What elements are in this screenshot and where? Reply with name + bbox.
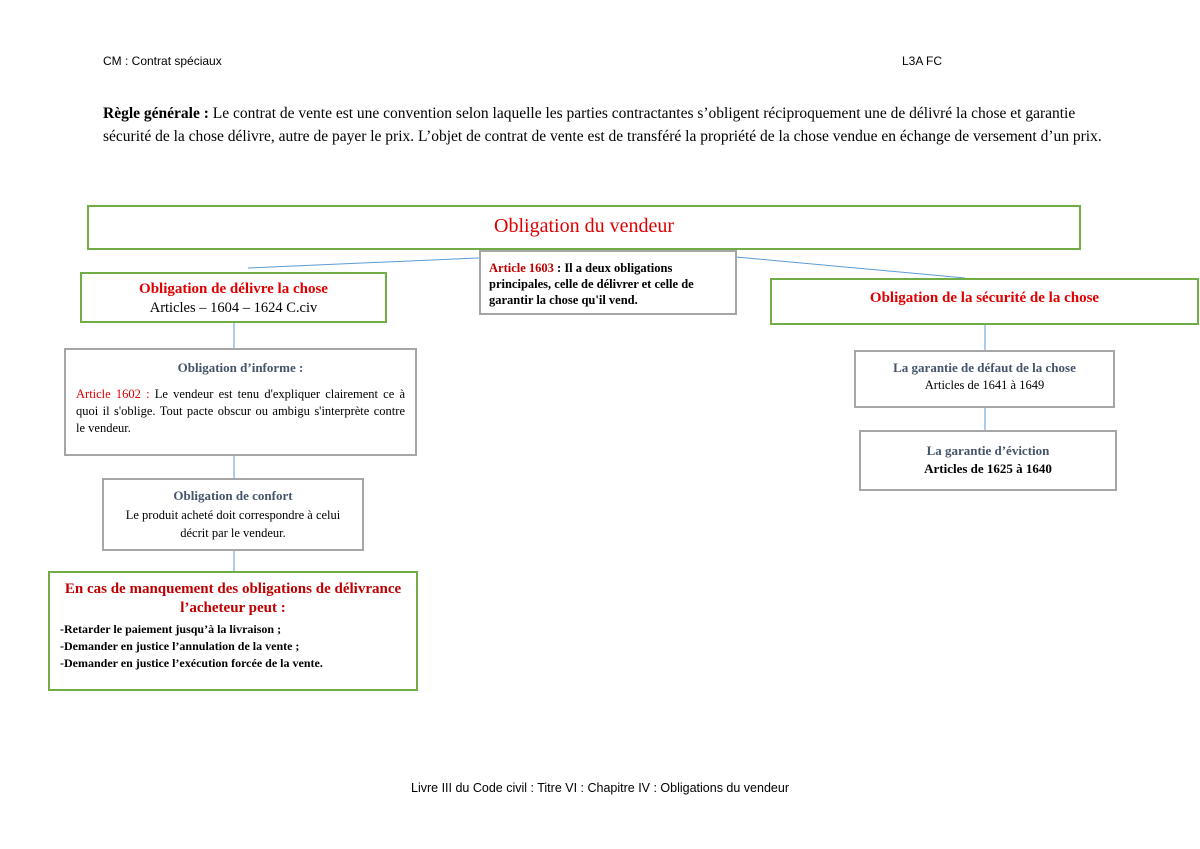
breach-item: -Demander en justice l’annulation de la vente ; [60,639,300,653]
eviction-guarantee-box [859,430,1117,491]
confort-title: Obligation de confort [173,488,293,503]
breach-remedies-box [48,571,418,691]
eviction-guarantee-articles: Articles de 1625 à 1640 [924,461,1052,476]
article-1603-label: Article 1603 [489,261,554,275]
article-1603-box [479,250,737,315]
breach-item: -Retarder le paiement jusqu’à la livraison ; [60,622,282,636]
security-obligation-box [770,278,1199,325]
root-obligation-box [87,205,1081,250]
document-header-right: L3A FC [902,54,943,68]
defect-guarantee-title: La garantie de défaut de la chose [893,360,1076,375]
confort-text: Le produit acheté doit correspondre à celui décrit par le vendeur. [125,508,341,540]
confort-obligation-box [102,478,364,551]
intro-text: Le contrat de vente est une convention selon laquelle les parties contractantes s’obligent réciproquement une de délivré la chose et garantie sécurité de la chose délivre, autre de payer le prix. L’objet de contrat de vente est de transféré la propriété de la chose vendue en échange de versement d’un prix. [103,105,1102,145]
document-footer: Livre III du Code civil : Titre VI : Chapitre IV : Obligations du vendeur [411,781,789,795]
delivery-obligation-box [80,272,387,323]
root-title: Obligation du vendeur [494,215,674,237]
eviction-guarantee-title: La garantie d’éviction [926,443,1050,458]
breach-title: En cas de manquement des obligations de délivrance l’acheteur peut : [64,581,402,616]
intro-label: Règle générale : [103,105,209,122]
security-obligation-title: Obligation de la sécurité de la chose [869,290,1100,306]
inform-text: Le vendeur est tenu d'expliquer clairement ce à quoi il s'oblige. Tout pacte obscur ou ambigu s'interprète contre le vendeur. [76,387,405,435]
inform-body [76,386,405,437]
breach-item: -Demander en justice l’exécution forcée de la vente. [60,656,323,670]
inform-title: Obligation d’informe : [177,360,304,375]
inform-article-label: Article 1602 : [76,387,150,401]
header-course-title: Contrat spéciaux [131,54,222,68]
article-1603-text: : Il a deux obligations principales, celle de délivrer et celle de garantir la chose qu'il vend. [489,261,694,307]
defect-guarantee-articles: Articles de 1641 à 1649 [924,378,1045,392]
delivery-obligation-title: Obligation de délivre la chose [139,281,328,297]
delivery-obligation-articles: Articles – 1604 – 1624 C.civ [149,300,318,316]
defect-guarantee-box [854,350,1115,408]
inform-obligation-box [64,348,417,456]
header-course-prefix: CM : [103,54,132,68]
breach-list [60,621,406,672]
